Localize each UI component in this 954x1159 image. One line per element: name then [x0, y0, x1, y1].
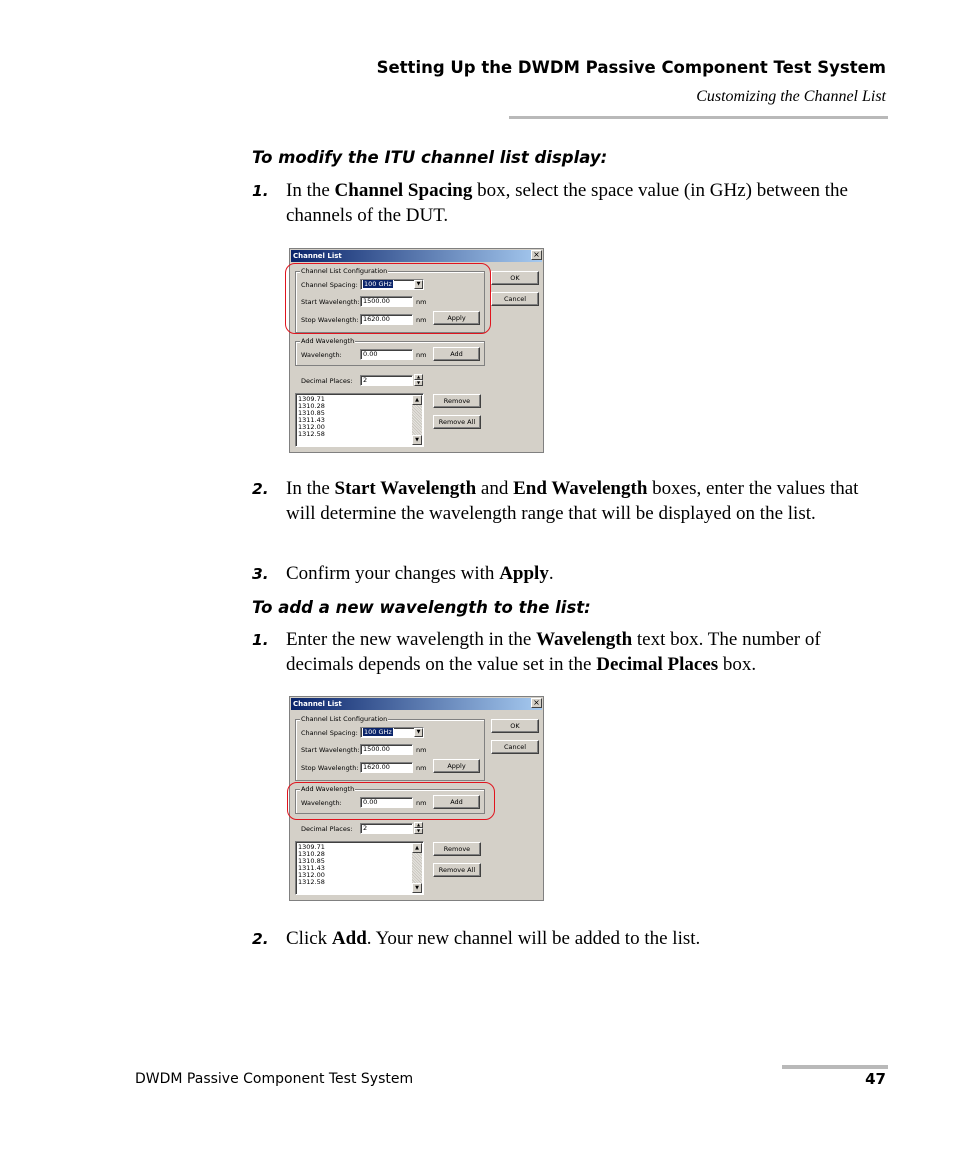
dialog-title-bar: Channel List	[291, 698, 542, 710]
running-header-subtitle: Customizing the Channel List	[696, 88, 886, 105]
list-item[interactable]: 1312.00	[298, 871, 325, 879]
chevron-down-icon[interactable]: ▼	[414, 728, 423, 737]
list-item[interactable]: 1312.00	[298, 423, 325, 431]
config-group-label: Channel List Configuration	[301, 715, 388, 723]
list-item[interactable]: 1310.85	[298, 857, 325, 865]
unit-label: nm	[416, 764, 427, 772]
spacing-label: Channel Spacing:	[301, 281, 358, 289]
decimal-label: Decimal Places:	[301, 825, 353, 833]
unit-label: nm	[416, 316, 427, 324]
wavelength-input[interactable]: 0.00	[360, 797, 413, 808]
remove-button[interactable]: Remove	[433, 394, 481, 408]
wavelength-label: Wavelength:	[301, 799, 342, 807]
spacing-label: Channel Spacing:	[301, 729, 358, 737]
stop-wavelength-input[interactable]: 1620.00	[360, 762, 413, 773]
unit-label: nm	[416, 298, 427, 306]
cancel-button[interactable]: Cancel	[491, 740, 539, 754]
list-item[interactable]: 1310.28	[298, 850, 325, 858]
unit-label: nm	[416, 799, 427, 807]
wavelength-label: Wavelength:	[301, 351, 342, 359]
scroll-down-icon[interactable]: ▼	[412, 883, 422, 893]
unit-label: nm	[416, 351, 427, 359]
step-text: Confirm your changes with Apply.	[286, 563, 554, 584]
decimal-label: Decimal Places:	[301, 377, 353, 385]
add-group-label: Add Wavelength	[301, 337, 355, 345]
step-number: 3.	[252, 565, 269, 583]
footer-rule	[782, 1065, 888, 1069]
list-item[interactable]: 1312.58	[298, 878, 325, 886]
close-icon[interactable]: ×	[531, 250, 542, 260]
list-item[interactable]: 1310.28	[298, 402, 325, 410]
add-button[interactable]: Add	[433, 795, 480, 809]
remove-all-button[interactable]: Remove All	[433, 415, 481, 429]
add-group-label: Add Wavelength	[301, 785, 355, 793]
add-button[interactable]: Add	[433, 347, 480, 361]
step-number: 1.	[252, 182, 269, 200]
ok-button[interactable]: OK	[491, 271, 539, 285]
scroll-down-icon[interactable]: ▼	[412, 435, 422, 445]
procedure-heading-1: To modify the ITU channel list display:	[252, 148, 608, 167]
start-wavelength-input[interactable]: 1500.00	[360, 744, 413, 755]
running-header-title: Setting Up the DWDM Passive Component Test System	[376, 58, 886, 77]
chevron-down-icon[interactable]: ▼	[414, 280, 423, 289]
scroll-up-icon[interactable]: ▲	[412, 843, 422, 853]
channel-list-dialog	[289, 248, 544, 453]
decimal-places-input[interactable]: 2	[360, 823, 413, 834]
list-item[interactable]: 1309.71	[298, 395, 325, 403]
page-number: 47	[865, 1070, 886, 1088]
unit-label: nm	[416, 746, 427, 754]
step-text: In the Start Wavelength and End Wavelength boxes, enter the values that will determine the wavelength range that will be displayed on the list.	[286, 478, 859, 524]
start-label: Start Wavelength:	[301, 746, 360, 754]
remove-button[interactable]: Remove	[433, 842, 481, 856]
config-group-label: Channel List Configuration	[301, 267, 388, 275]
stop-label: Stop Wavelength:	[301, 764, 359, 772]
channel-list-dialog	[289, 696, 544, 901]
step-number: 2.	[252, 930, 269, 948]
decimal-spinner[interactable]: ▲ ▼	[414, 374, 423, 386]
list-item[interactable]: 1311.43	[298, 864, 325, 872]
spacing-select[interactable]: 100 GHz	[360, 727, 424, 738]
stop-wavelength-input[interactable]: 1620.00	[360, 314, 413, 325]
step-text: Enter the new wavelength in the Wavelength text box. The number of decimals depends on the value set in the Decimal Places box.	[286, 629, 821, 675]
apply-button[interactable]: Apply	[433, 759, 480, 773]
apply-button[interactable]: Apply	[433, 311, 480, 325]
step-number: 2.	[252, 480, 269, 498]
stop-label: Stop Wavelength:	[301, 316, 359, 324]
decimal-places-input[interactable]: 2	[360, 375, 413, 386]
list-item[interactable]: 1311.43	[298, 416, 325, 424]
channel-listbox[interactable]	[295, 393, 424, 447]
header-rule	[509, 116, 888, 119]
step-number: 1.	[252, 631, 269, 649]
footer-title: DWDM Passive Component Test System	[135, 1071, 414, 1087]
dialog-title-bar: Channel List	[291, 250, 542, 262]
list-item[interactable]: 1310.85	[298, 409, 325, 417]
spacing-select[interactable]: 100 GHz	[360, 279, 424, 290]
start-label: Start Wavelength:	[301, 298, 360, 306]
procedure-heading-2: To add a new wavelength to the list:	[252, 598, 591, 617]
close-icon[interactable]: ×	[531, 698, 542, 708]
ok-button[interactable]: OK	[491, 719, 539, 733]
step-text: In the Channel Spacing box, select the space value (in GHz) between the channels of the DUT.	[286, 180, 848, 226]
scroll-up-icon[interactable]: ▲	[412, 395, 422, 405]
list-item[interactable]: 1309.71	[298, 843, 325, 851]
remove-all-button[interactable]: Remove All	[433, 863, 481, 877]
cancel-button[interactable]: Cancel	[491, 292, 539, 306]
channel-listbox[interactable]	[295, 841, 424, 895]
list-item[interactable]: 1312.58	[298, 430, 325, 438]
wavelength-input[interactable]: 0.00	[360, 349, 413, 360]
decimal-spinner[interactable]: ▲ ▼	[414, 822, 423, 834]
start-wavelength-input[interactable]: 1500.00	[360, 296, 413, 307]
scrollbar[interactable]	[412, 395, 422, 445]
scrollbar[interactable]	[412, 843, 422, 893]
step-text: Click Add. Your new channel will be added to the list.	[286, 928, 701, 949]
